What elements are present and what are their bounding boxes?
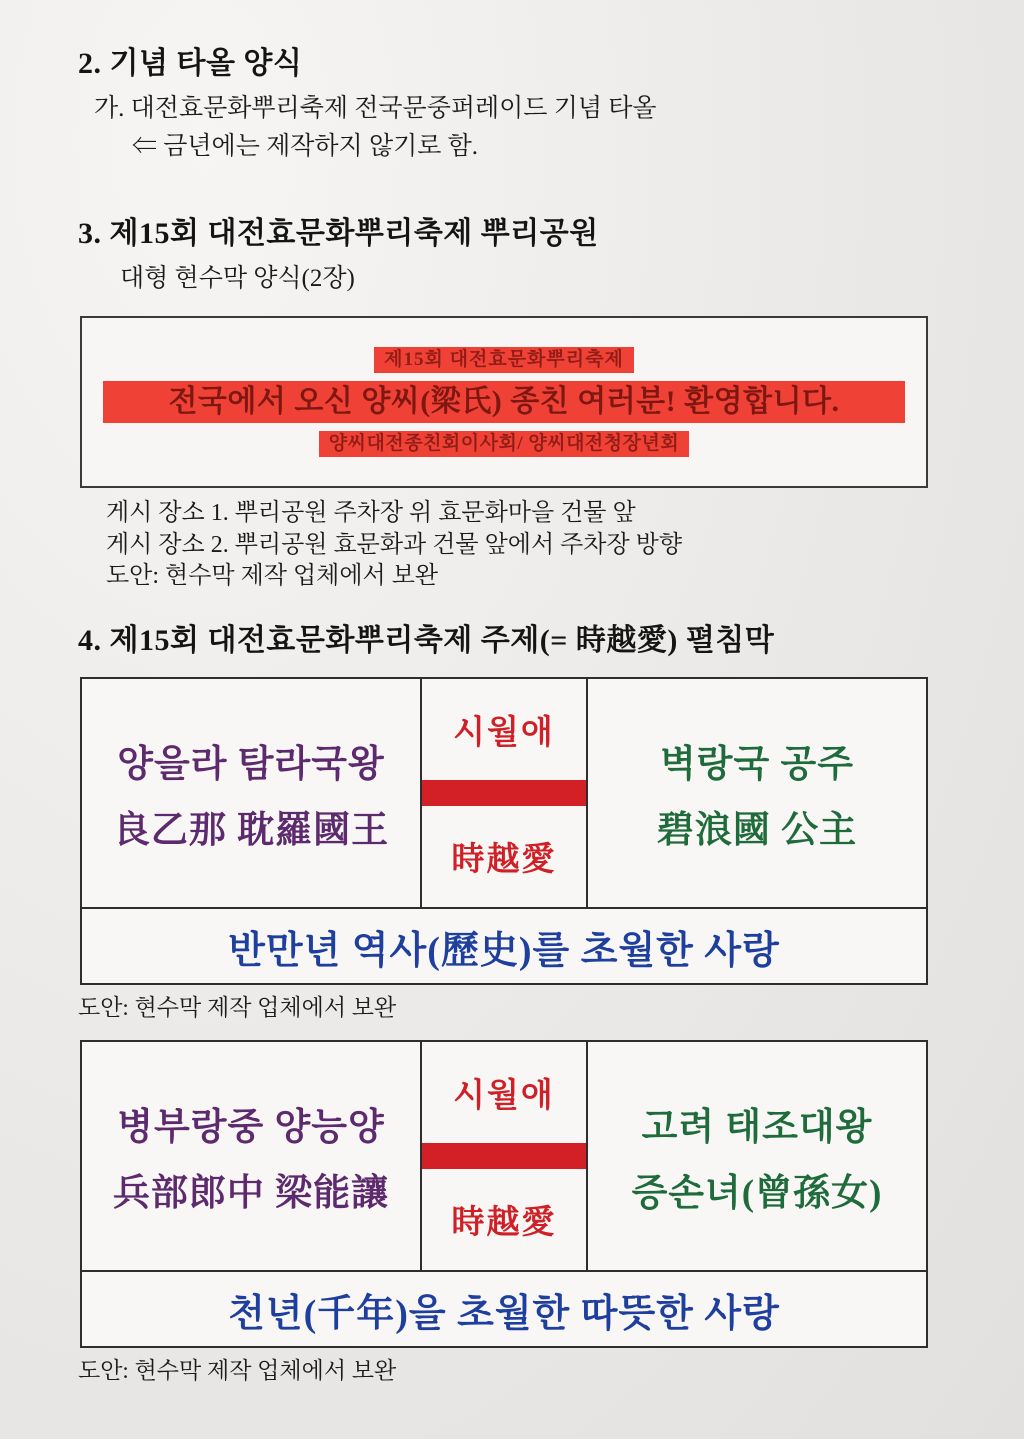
couplet-right-hanja: 증손녀(曾孫女) bbox=[631, 1173, 883, 1215]
couplet-center-cell bbox=[420, 679, 588, 907]
couplet-left-hanja: 良乙那 耽羅國王 bbox=[112, 810, 390, 852]
couplet-bottom-row: 반만년 역사(歷史)를 초월한 사랑 bbox=[82, 907, 926, 983]
banner-preview-box bbox=[80, 316, 928, 488]
couplet-center-divider-bar bbox=[422, 1143, 586, 1169]
banner-bottom-text: 양씨대전종친회이사회/ 양씨대전청장년회 bbox=[319, 431, 689, 457]
couplet-left-hangul: 병부랑중 양능양 bbox=[117, 1107, 385, 1149]
section-2-item-note: ⇐ 금년에는 제작하지 않기로 함. bbox=[132, 133, 479, 160]
couplet-center-hangul: 시월애 bbox=[453, 1078, 555, 1115]
couplet-left-cell bbox=[82, 679, 420, 907]
couplet-right-cell bbox=[588, 679, 926, 907]
couplet-right-hangul: 고려 태조대왕 bbox=[641, 1107, 873, 1149]
couplet-center-cell bbox=[420, 1042, 588, 1270]
couplet-center-divider-bar bbox=[422, 780, 586, 806]
couplet-right-hanja: 碧浪國 公主 bbox=[656, 810, 858, 852]
section-3-heading: 3. 제15회 대전효문화뿌리축제 뿌리공원 bbox=[78, 217, 599, 250]
couplet-2-caption: 도안: 현수막 제작 업체에서 보완 bbox=[78, 1358, 397, 1384]
section-3-note-1: 게시 장소 1. 뿌리공원 주차장 위 효문화마을 건물 앞 bbox=[106, 500, 636, 526]
couplet-center-hangul: 시월애 bbox=[453, 715, 555, 752]
couplet-top-row bbox=[82, 679, 926, 907]
spacer bbox=[78, 488, 958, 498]
couplet-right-cell bbox=[588, 1042, 926, 1270]
couplet-left-hangul: 양을라 탐라국왕 bbox=[117, 744, 385, 786]
spacer bbox=[78, 593, 958, 615]
section-3-note-2: 게시 장소 2. 뿌리공원 효문화과 건물 앞에서 주차장 방향 bbox=[106, 531, 683, 558]
section-3-subheading: 대형 현수막 양식(2장) bbox=[120, 265, 355, 292]
couplet-table-2 bbox=[80, 1040, 928, 1348]
section-3-note-3: 도안: 현수막 제작 업체에서 보완 bbox=[106, 563, 439, 590]
couplet-table-1 bbox=[80, 677, 928, 985]
section-2-item-a: 가. 대전효문화뿌리축제 전국문중퍼레이드 기념 타올 bbox=[94, 95, 657, 122]
section-2-heading: 2. 기념 타올 양식 bbox=[78, 47, 303, 80]
couplet-top-row bbox=[82, 1042, 926, 1270]
couplet-1-caption: 도안: 현수막 제작 업체에서 보완 bbox=[78, 995, 397, 1021]
spacer bbox=[78, 164, 958, 208]
section-4-heading: 4. 제15회 대전효문화뿌리축제 주제(= 時越愛) 펼침막 bbox=[78, 624, 775, 658]
couplet-center-hanja: 時越愛 bbox=[451, 1205, 557, 1242]
document-content bbox=[78, 38, 958, 1385]
couplet-center-hanja: 時越愛 bbox=[451, 842, 557, 879]
couplet-right-hangul: 벽랑국 공주 bbox=[660, 744, 854, 786]
couplet-bottom-row: 천년(千年)을 초월한 따뜻한 사랑 bbox=[82, 1270, 926, 1346]
couplet-left-hanja: 兵部郎中 梁能讓 bbox=[112, 1173, 390, 1215]
banner-middle-text: 전국에서 오신 양씨(梁氏) 종친 여러분! 환영합니다. bbox=[103, 381, 905, 422]
banner-top-text: 제15회 대전효문화뿌리축제 bbox=[374, 347, 634, 373]
couplet-left-cell bbox=[82, 1042, 420, 1270]
